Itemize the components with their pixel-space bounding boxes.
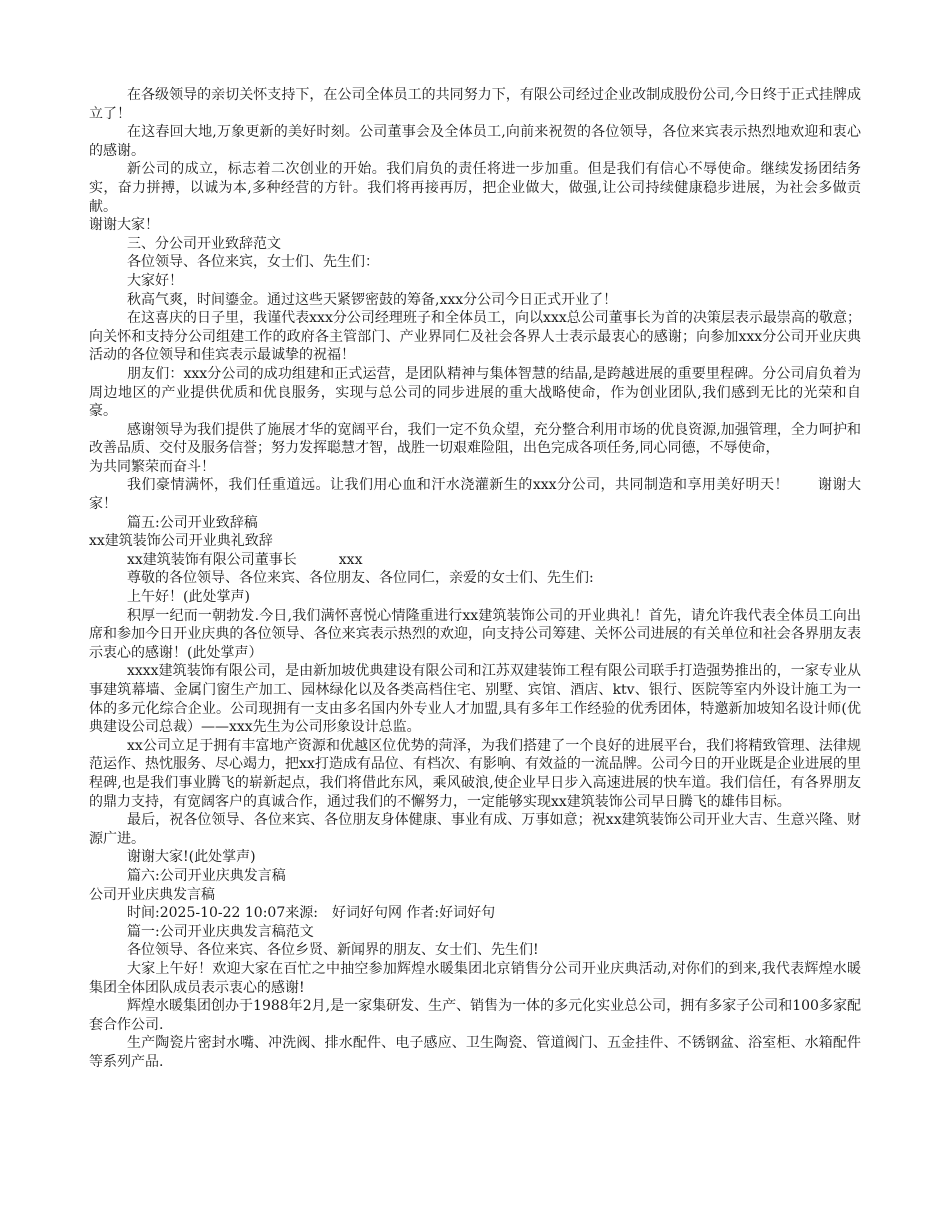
paragraph: 大家上午好！欢迎大家在百忙之中抽空参加辉煌水暖集团北京销售分公司开业庆典活动,对你们的到来,我代表辉煌水暖集团全体团队成员表示衷心的感谢! bbox=[89, 960, 861, 996]
paragraph: 时间:2025-10-22 10:07来源: 好词好句网 作者:好词好句 bbox=[127, 905, 496, 922]
paragraph: 生产陶瓷片密封水嘴、冲洗阀、排水配件、电子感应、卫生陶瓷、管道阀门、五金挂件、不锈钢盆、浴室柜、水箱配件等系列产品. bbox=[89, 1035, 861, 1070]
paragraph: 在这喜庆的日子里，我谨代表xxx分公司经理班子和全体员工，向以xxx总公司董事长为首的决策层表示最崇高的敬意；向关怀和支持分公司组建工作的政府各主管部门、产业界同仁及社会各界人士表示最衷心的感谢；向参加xxx分公司开业庆典活动的各位领导和佳宾表示最诚挚的祝福！ bbox=[89, 310, 861, 364]
paragraph: xx建筑装饰公司开业典礼致辞 bbox=[89, 533, 273, 550]
paragraph: 为共同繁荣而奋斗！ bbox=[89, 458, 215, 475]
paragraph: 我们豪情满怀，我们任重道远。让我们用心血和汗水浇灌新生的xxx分公司，共同制造和享用美好明天！ 谢谢大家！ bbox=[89, 477, 861, 513]
paragraph: xx公司立足于拥有丰富地产资源和优越区位优势的菏泽，为我们搭建了一个良好的进展平台，我们将精致管理、法律规范运作、热忱服务、尽心竭力，把xx打造成有品位、有档次、有影响、有效益的一流品牌。公司今日的开业既是企业进展的里程碑,也是我们事业腾飞的崭新起点，我们将借此东风，乘风破浪,使企业早日步入高速进展的快车道。我们信任，有各界朋友的鼎力支持，有宽阔客户的真诚合作，通过我们的不懈努力，一定能够实现xx建筑装饰公司早日腾飞的雄伟目标。 bbox=[89, 737, 861, 810]
paragraph: 三、分公司开业致辞范文 bbox=[127, 235, 281, 252]
paragraph: 各位领导、各位来宾，女士们、先生们： bbox=[127, 254, 379, 271]
paragraph: 秋高气爽，时间鎏金。通过这些天紧锣密鼓的筹备,xxx分公司今日正式开业了！ bbox=[127, 291, 618, 308]
paragraph: 感谢领导为我们提供了施展才华的宽阔平台，我们一定不负众望，充分整合利用市场的优良资源,加强管理，全力呵护和改善品质、交付及服务信誉；努力发挥聪慧才智，战胜一切艰难险阻，出色完成各项任务,同心同德，不辱使命， bbox=[89, 421, 861, 457]
paragraph: 各位领导、各位来宾、各位乡贤、新闻界的朋友、女士们、先生们! bbox=[127, 942, 539, 959]
paragraph: 公司开业庆典发言稿 bbox=[89, 886, 215, 903]
paragraph: xxxx建筑装饰有限公司，是由新加坡优典建设有限公司和江苏双建装饰工程有限公司联手打造强势推出的，一家专业从事建筑幕墙、金属门窗生产加工、园林绿化以及各类高档住宅、别墅、宾馆、酒店、ktv、银行、医院等室内外设计施工为一体的多元化综合企业。公司现拥有一支由多名国内外专业人才加盟,具有多年工作经验的优秀团体，特邀新加坡知名设计师(优典建设公司总裁）——xxx先生为公司形象设计总监。 bbox=[89, 663, 861, 736]
paragraph: 辉煌水暖集团创办于1988年2月,是一家集研发、生产、销售为一体的多元化实业总公司，拥有多家子公司和100多家配套合作公司. bbox=[89, 998, 861, 1033]
paragraph: 大家好！ bbox=[127, 272, 183, 289]
paragraph: 篇五:公司开业致辞稿 bbox=[127, 514, 258, 531]
paragraph: 在各级领导的亲切关怀支持下，在公司全体员工的共同努力下，有限公司经过企业改制成股份公司,今日终于正式挂牌成立了！ bbox=[89, 87, 861, 122]
paragraph: 篇一:公司开业庆典发言稿范文 bbox=[127, 923, 314, 940]
paragraph: 积厚一纪而一朝勃发.今日,我们满怀喜悦心情隆重进行xx建筑装饰公司的开业典礼！首先，请允许我代表全体员工向出席和参加今日开业庆典的各位领导、各位来宾表示热烈的欢迎，向支持公司筹建、关怀公司进展的有关单位和社会各界朋友表示衷心的感谢！(此处掌声） bbox=[89, 607, 861, 661]
paragraph: 最后，祝各位领导、各位来宾、各位朋友身体健康、事业有成、万事如意；祝xx建筑装饰公司开业大吉、生意兴隆、财源广进。 bbox=[89, 812, 861, 847]
document-body bbox=[89, 86, 861, 1071]
paragraph: 谢谢大家！ bbox=[89, 217, 159, 234]
paragraph: 朋友们：xxx分公司的成功组建和正式运营，是团队精神与集体智慧的结晶,是跨越进展的重要里程碑。分公司肩负着为周边地区的产业提供优质和优良服务，实现与总公司的同步进展的重大战略使命，作为创业团队,我们感到无比的光荣和自豪。 bbox=[89, 365, 861, 420]
paragraph: 上午好！(此处掌声) bbox=[127, 589, 250, 606]
paragraph: 尊敬的各位领导、各位来宾、各位朋友、各位同仁，亲爱的女士们、先生们: bbox=[127, 570, 594, 587]
paragraph: 新公司的成立，标志着二次创业的开始。我们肩负的责任将进一步加重。但是我们有信心不辱使命。继续发扬团结务实，奋力拼搏，以诚为本,多种经营的方针。我们将再接再厉，把企业做大，做强,让公司持续健康稳步进展，为社会多做贡献。 bbox=[89, 161, 861, 215]
paragraph: 篇六:公司开业庆典发言稿 bbox=[127, 867, 286, 884]
paragraph: 谢谢大家!(此处掌声) bbox=[127, 849, 256, 866]
paragraph: 在这春回大地,万象更新的美好时刻。公司董事会及全体员工,向前来祝贺的各位领导，各位来宾表示热烈地欢迎和衷心的感谢。 bbox=[89, 124, 861, 159]
paragraph: xx建筑装饰有限公司董事长 xxx bbox=[127, 551, 363, 568]
